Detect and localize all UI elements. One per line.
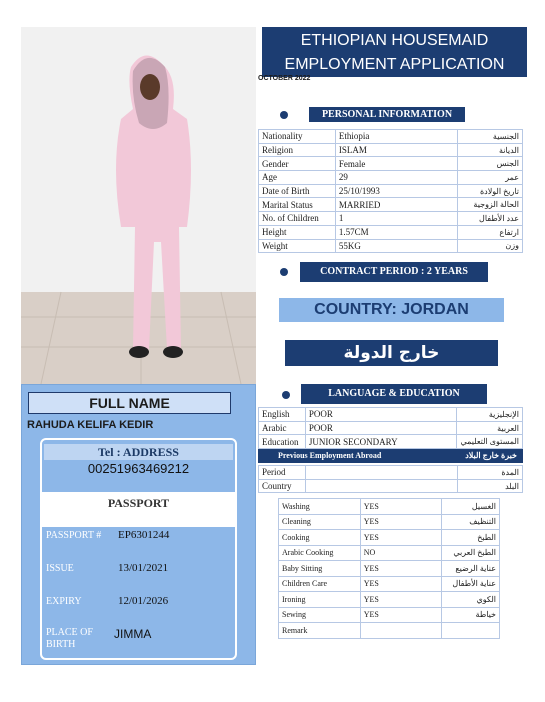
country-banner: COUNTRY: JORDAN [279, 298, 504, 322]
skill-row-label: Washing [279, 499, 361, 515]
previous-employment-table [258, 465, 523, 493]
skill-row-ar: الطبخ العربي [442, 545, 500, 561]
personal-info-row-ar: الجنس [458, 157, 523, 171]
bullet-icon [280, 268, 288, 276]
previous-employment-label: Previous Employment Abroad [278, 451, 382, 460]
place-of-birth-label-2: BIRTH [46, 639, 76, 650]
personal-info-row-ar: الحالة الزوجية [458, 198, 523, 212]
language-row-value: JUNIOR SECONDARY [305, 435, 457, 449]
candidate-photo-illustration [21, 27, 256, 384]
skill-row-value [360, 623, 441, 639]
personal-info-row-value: 55KG [335, 239, 457, 253]
personal-info-row [259, 130, 523, 144]
language-row-ar: العربية [457, 421, 523, 435]
skill-row [279, 576, 500, 592]
language-row-label: English [259, 408, 306, 422]
personal-info-row-label: Gender [259, 157, 336, 171]
previous-employment-row-label: Period [259, 466, 306, 480]
skill-row-value: YES [360, 576, 441, 592]
personal-info-heading: PERSONAL INFORMATION [309, 107, 465, 122]
place-of-birth-value: JIMMA [114, 627, 152, 641]
skill-row [279, 530, 500, 546]
previous-employment-heading [258, 449, 523, 463]
abroad-banner: خارج الدولة [285, 340, 498, 366]
candidate-photo [21, 27, 256, 384]
personal-info-row-label: Age [259, 171, 336, 185]
personal-info-row-label: Weight [259, 239, 336, 253]
skill-row-ar [442, 623, 500, 639]
previous-employment-row [259, 466, 523, 480]
previous-employment-row [259, 479, 523, 493]
issue-label: ISSUE [46, 563, 74, 574]
title-line-1: ETHIOPIAN HOUSEMAID [300, 32, 489, 49]
personal-info-row-label: Nationality [259, 130, 336, 144]
personal-info-row-value: MARRIED [335, 198, 457, 212]
skill-row-label: Cleaning [279, 514, 361, 530]
personal-info-row-ar: وزن [458, 239, 523, 253]
skill-row [279, 514, 500, 530]
skill-row-label: Ironing [279, 592, 361, 608]
bullet-icon [280, 111, 288, 119]
personal-info-table [258, 129, 523, 253]
skill-row [279, 499, 500, 515]
language-row [259, 435, 523, 449]
skill-row-label: Remark [279, 623, 361, 639]
skills-table [278, 498, 500, 639]
personal-info-row-ar: تاريخ الولادة [458, 184, 523, 198]
personal-info-row-label: Height [259, 225, 336, 239]
language-education-heading: LANGUAGE & EDUCATION [301, 384, 487, 404]
personal-info-row-label: No. of Children [259, 212, 336, 226]
personal-info-row-value: 29 [335, 171, 457, 185]
skill-row [279, 545, 500, 561]
tel-value: 00251963469212 [87, 461, 190, 476]
personal-info-row-label: Date of Birth [259, 184, 336, 198]
contract-period: CONTRACT PERIOD : 2 YEARS [300, 262, 488, 282]
personal-info-row [259, 171, 523, 185]
skill-row-value: YES [360, 514, 441, 530]
language-row-ar: المستوى التعليمي [457, 435, 523, 449]
personal-info-row-value: Female [335, 157, 457, 171]
skill-row-ar: التنظيف [442, 514, 500, 530]
language-row-value: POOR [305, 408, 457, 422]
previous-employment-row-value [305, 479, 457, 493]
tel-address-label: Tel : ADDRESS [44, 444, 233, 460]
personal-info-row-ar: عدد الأطفال [458, 212, 523, 226]
issue-value: 13/01/2021 [118, 562, 169, 574]
skill-row-value: YES [360, 607, 441, 623]
personal-info-row-value: ISLAM [335, 143, 457, 157]
skill-row-label: Children Care [279, 576, 361, 592]
bullet-icon [282, 391, 290, 399]
passport-number-label: PASSPORT # [46, 530, 102, 541]
personal-info-row-ar: ارتفاع [458, 225, 523, 239]
skill-row [279, 592, 500, 608]
previous-employment-label-ar: خبرة خارج البلاد [465, 451, 517, 460]
language-row-label: Education [259, 435, 306, 449]
personal-info-row [259, 239, 523, 253]
personal-info-row [259, 143, 523, 157]
expiry-label: EXPIRY [46, 596, 82, 607]
personal-info-row [259, 157, 523, 171]
title-line-2: EMPLOYMENT APPLICATION [284, 56, 505, 73]
skill-row-label: Sewing [279, 607, 361, 623]
passport-heading: PASSPORT [42, 492, 235, 527]
skill-row-label: Arabic Cooking [279, 545, 361, 561]
previous-employment-row-value [305, 466, 457, 480]
skill-row-value: YES [360, 530, 441, 546]
language-row [259, 421, 523, 435]
passport-number-value: EP6301244 [118, 529, 170, 541]
skill-row [279, 607, 500, 623]
personal-info-row [259, 212, 523, 226]
personal-info-row-value: 25/10/1993 [335, 184, 457, 198]
personal-info-row-value: Ethiopia [335, 130, 457, 144]
full-name-label: FULL NAME [28, 392, 231, 414]
full-name-value: RAHUDA KELIFA KEDIR [27, 419, 154, 431]
application-title [262, 27, 527, 77]
place-of-birth-label-1: PLACE OF [46, 627, 93, 638]
skill-row-ar: عناية الأطفال [442, 576, 500, 592]
previous-employment-row-ar: البلد [458, 479, 523, 493]
personal-info-row-value: 1 [335, 212, 457, 226]
expiry-value: 12/01/2026 [118, 595, 169, 607]
previous-employment-row-label: Country [259, 479, 306, 493]
personal-info-row-value: 1.57CM [335, 225, 457, 239]
personal-info-row-ar: عمر [458, 171, 523, 185]
skill-row [279, 561, 500, 577]
personal-info-row-label: Marital Status [259, 198, 336, 212]
language-row-value: POOR [305, 421, 457, 435]
language-row [259, 408, 523, 422]
language-row-ar: الإنجليزية [457, 408, 523, 422]
skill-row-value: NO [360, 545, 441, 561]
skill-row-ar: الطبخ [442, 530, 500, 546]
language-table [258, 407, 523, 449]
skill-row-value: YES [360, 592, 441, 608]
skill-row-label: Baby Sitting [279, 561, 361, 577]
skill-row-ar: خياطة [442, 607, 500, 623]
personal-info-row-ar: الديانة [458, 143, 523, 157]
personal-info-row-ar: الجنسية [458, 130, 523, 144]
skill-row-label: Cooking [279, 530, 361, 546]
skill-row-value: YES [360, 561, 441, 577]
application-date: OCTOBER 2022 [258, 75, 311, 82]
personal-info-row [259, 184, 523, 198]
skill-row-ar: الكوي [442, 592, 500, 608]
personal-info-row [259, 225, 523, 239]
skill-row [279, 623, 500, 639]
personal-info-row-label: Religion [259, 143, 336, 157]
language-row-label: Arabic [259, 421, 306, 435]
skill-row-value: YES [360, 499, 441, 515]
skill-row-ar: عناية الرضيع [442, 561, 500, 577]
previous-employment-row-ar: المدة [458, 466, 523, 480]
skill-row-ar: الغسيل [442, 499, 500, 515]
personal-info-row [259, 198, 523, 212]
